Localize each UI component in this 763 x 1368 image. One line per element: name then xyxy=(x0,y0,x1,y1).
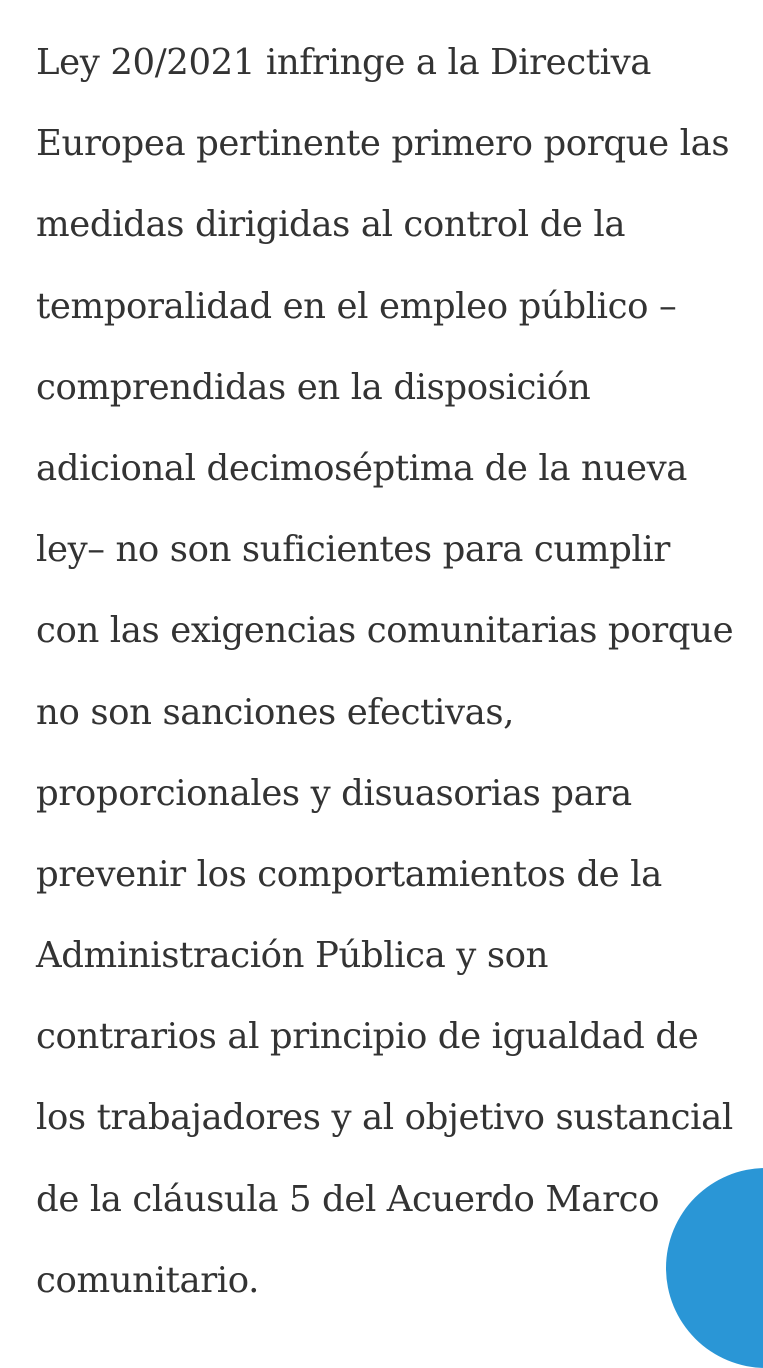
paragraph-line: contrarios al principio de igualdad de xyxy=(36,1016,699,1058)
paragraph-line: no son sanciones efectivas, xyxy=(36,691,515,733)
paragraph-line: Ley 20/2021 infringe a la Directiva xyxy=(36,42,652,83)
paragraph-line: los trabajadores y al objetivo sustancial xyxy=(36,1097,733,1139)
paragraph-line: Europea pertinente primero porque las xyxy=(36,123,730,165)
paragraph-line: adicional decimoséptima de la nueva xyxy=(36,447,687,489)
paragraph-line: proporcionales y disuasorias para xyxy=(36,772,632,814)
paragraph-line: de la cláusula 5 del Acuerdo Marco xyxy=(36,1178,660,1220)
paragraph-line: Administración Pública y son xyxy=(36,935,549,977)
paragraph-line: con las exigencias comunitarias porque xyxy=(36,610,734,652)
paragraph-line: prevenir los comportamientos de la xyxy=(36,853,662,895)
paragraph-line: comunitario. xyxy=(36,1259,259,1301)
article-body xyxy=(36,22,763,1321)
paragraph-line: temporalidad en el empleo público – xyxy=(36,285,677,327)
paragraph-line: comprendidas en la disposición xyxy=(36,366,591,408)
paragraph-line: ley– no son suficientes para cumplir xyxy=(36,529,670,571)
paragraph-line: medidas dirigidas al control de la xyxy=(36,204,626,246)
